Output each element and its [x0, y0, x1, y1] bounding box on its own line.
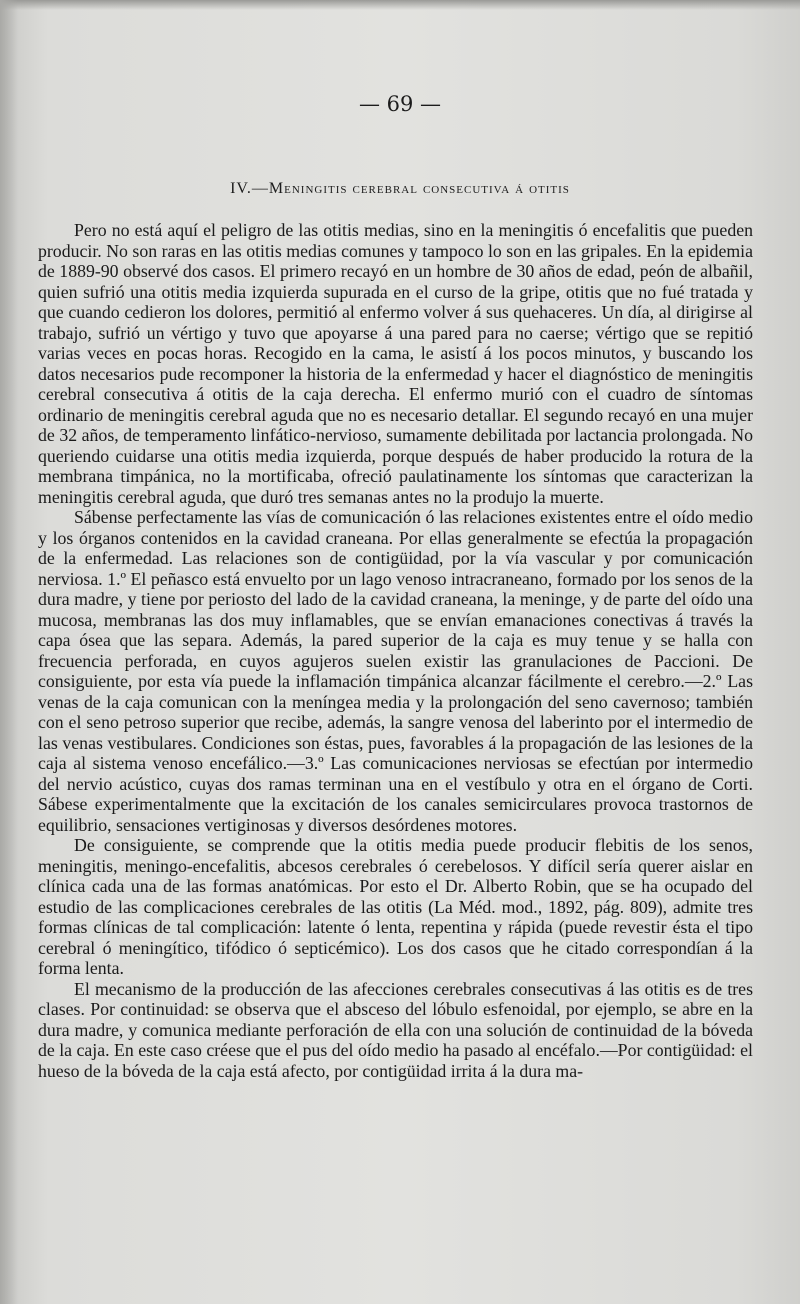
paragraph-2: Sábense perfectamente las vías de comunicación ó las relaciones existentes entre el oído medio y los órganos contenidos en la cavidad craneana. Por ellas generalmente se efectúa la propagación de la enfermedad. Las relaciones son de contigüidad, por la vía vascular y por comunicación nerviosa. 1.º El peñasco está envuelto por un lago venoso intracraneano, formado por los senos de la dura madre, y tiene por periosto del lado de la cavidad craneana, la meninge, y de parte del oído una mucosa, membranas las dos muy inflamables, que se envían emanaciones conectivas á través la capa ósea que las separa. Además, la pared superior de la caja es muy tenue y se halla con frecuencia perforada, en cuyos agujeros suelen existir las granulaciones de Paccioni. De consiguiente, por esta vía puede la inflamación timpánica alcanzar fácilmente el cerebro.—2.º Las venas de la caja comunican con la meníngea media y la prolongación del seno cavernoso; también con el seno petroso superior que recibe, además, la sangre venosa del laberinto por el intermedio de las venas vestibulares. Condiciones son éstas, pues, favorables á la propagación de las lesiones de la caja al sistema venoso encefálico.—3.º Las comunicaciones nerviosas se efectúan por intermedio del nervio acústico, cuyas dos ramas terminan una en el vestíbulo y otra en el órgano de Corti. Sábese experimentalmente que la excitación de los canales semicirculares provoca trastornos de equilibrio, sensaciones vertiginosas y diversos desórdenes motores. [38, 507, 753, 835]
paragraph-4: El mecanismo de la producción de las afecciones cerebrales consecutivas á las otitis es de tres clases. Por continuidad: se observa que el absceso del lóbulo esfenoidal, por ejemplo, se abre en la dura madre, y comunica mediante perforación de ella con una solución de continuidad de la bóveda de la caja. En este caso créese que el pus del oído medio ha pasado al encéfalo.—Por contigüidad: el hueso de la bóveda de la caja está afecto, por contigüidad irrita á la dura ma- [38, 978, 753, 1081]
paragraph-1: Pero no está aquí el peligro de las otitis medias, sino en la meningitis ó encefalitis que pueden producir. No son raras en las otitis medias comunes y tampoco lo son en las gripales. En la epidemia de 1889-90 observé dos casos. El primero recayó en un hombre de 30 años de edad, peón de albañil, quien sufrió una otitis media izquierda supurada en el curso de la gripe, otitis que no fué tratada y que cuando cedieron los dolores, permitió al enfermo volver á sus quehaceres. Un día, al dirigirse al trabajo, sufrió un vértigo y tuvo que apoyarse á una pared para no caerse; vértigo que se repitió varias veces en pocas horas. Recogido en la cama, le asistí á los pocos minutos, y buscando los datos necesarios pude recomponer la historia de la enfermedad y hacer el diagnóstico de meningitis cerebral consecutiva á otitis de la caja derecha. El enfermo murió con el cuadro de síntomas ordinario de meningitis cerebral aguda que no es necesario detallar. El segundo recayó en una mujer de 32 años, de temperamento linfático-nervioso, sumamente debilitada por lactancia prolongada. No queriendo cuidarse una otitis media izquierda, porque después de haber producido la rotura de la membrana timpánica, no la mortificaba, ofreció paulatinamente los síntomas que caracterizan la meningitis cerebral aguda, que duró tres semanas antes no la produjo la muerte. [38, 220, 753, 507]
section-heading: IV.—Meningitis cerebral consecutiva á otitis [230, 180, 570, 197]
body-text [38, 220, 753, 1081]
page-number: — 69 — [358, 92, 442, 116]
paragraph-3: De consiguiente, se comprende que la otitis media puede producir flebitis de los senos, meningitis, meningo-encefalitis, abcesos cerebrales ó cerebelosos. Y difícil sería querer aislar en clínica cada una de las formas anatómicas. Por esto el Dr. Alberto Robin, que se ha ocupado del estudio de las complicaciones cerebrales de las otitis (La Méd. mod., 1892, pág. 809), admite tres formas clínicas de tal complicación: latente ó lenta, repentina y rápida (puede revestir ésta el tipo cerebral ó meningítico, tifódico ó septicémico). Los dos casos que he citado correspondían á la forma lenta. [38, 835, 753, 978]
scan-edge-top [0, 0, 800, 10]
